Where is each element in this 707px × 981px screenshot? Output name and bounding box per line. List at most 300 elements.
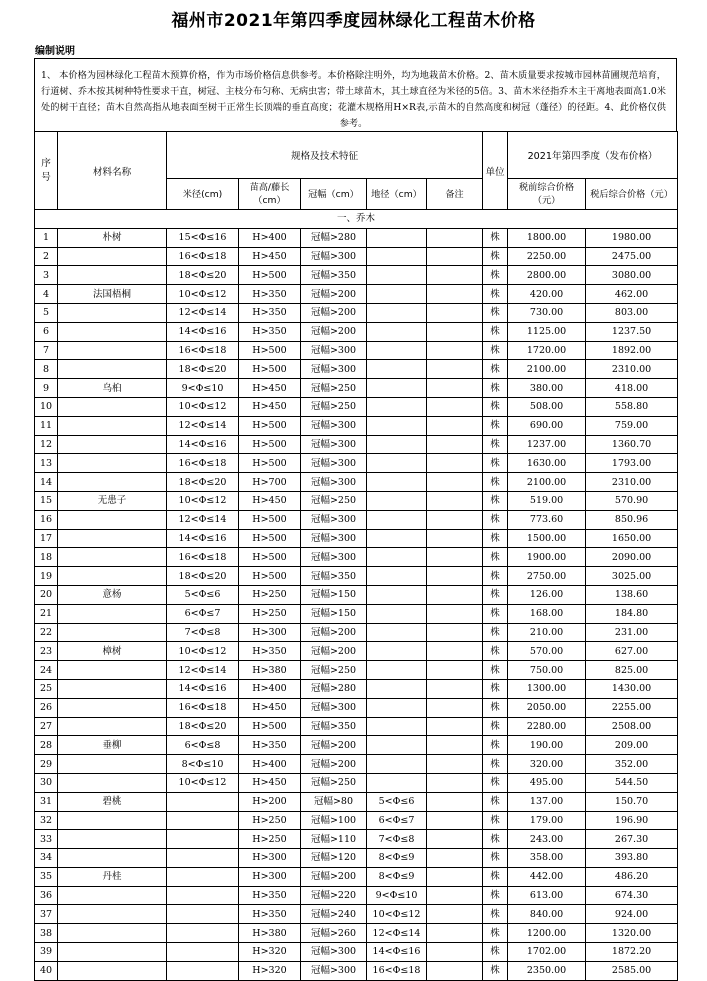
row-pretax: 2050.00 [508,698,586,717]
row-unit: 株 [483,473,508,492]
row-aftertax: 2310.00 [586,473,678,492]
row-height: H>250 [239,811,301,830]
row-ground [367,773,427,792]
row-crown: 冠幅>80 [301,792,367,811]
row-seq: 2 [35,247,58,266]
row-material [58,416,167,435]
row-crown: 冠幅>150 [301,604,367,623]
row-ground [367,473,427,492]
row-seq: 29 [35,755,58,774]
row-seq: 12 [35,435,58,454]
row-aftertax: 462.00 [586,285,678,304]
row-seq: 33 [35,830,58,849]
row-unit: 株 [483,303,508,322]
row-seq: 18 [35,548,58,567]
row-pretax: 210.00 [508,623,586,642]
row-height: H>320 [239,961,301,980]
row-aftertax: 1430.00 [586,679,678,698]
row-diameter: 18<Φ≤20 [167,717,239,736]
table-row [35,266,678,285]
row-unit: 株 [483,454,508,473]
table-row [35,416,678,435]
row-ground [367,322,427,341]
row-height: H>320 [239,943,301,962]
table-row [35,473,678,492]
table-row [35,322,678,341]
row-pretax: 1900.00 [508,548,586,567]
row-seq: 3 [35,266,58,285]
row-diameter: 16<Φ≤18 [167,454,239,473]
row-height: H>500 [239,717,301,736]
row-diameter [167,943,239,962]
row-unit: 株 [483,623,508,642]
row-aftertax: 209.00 [586,736,678,755]
row-diameter [167,830,239,849]
row-material [58,661,167,680]
row-aftertax: 3080.00 [586,266,678,285]
row-diameter: 8<Φ≤10 [167,755,239,774]
row-crown: 冠幅>300 [301,341,367,360]
row-unit: 株 [483,924,508,943]
row-pretax: 1630.00 [508,454,586,473]
row-remark [427,717,483,736]
row-crown: 冠幅>200 [301,642,367,661]
row-height: H>450 [239,698,301,717]
row-unit: 株 [483,529,508,548]
row-remark [427,792,483,811]
row-aftertax: 150.70 [586,792,678,811]
row-material [58,341,167,360]
notes-box [34,58,677,132]
row-pretax: 2800.00 [508,266,586,285]
row-pretax: 1125.00 [508,322,586,341]
row-unit: 株 [483,266,508,285]
row-ground: 14<Φ≤16 [367,943,427,962]
row-aftertax: 1237.50 [586,322,678,341]
row-material: 丹桂 [58,867,167,886]
table-row [35,491,678,510]
row-height: H>400 [239,228,301,247]
row-crown: 冠幅>300 [301,416,367,435]
row-height: H>700 [239,473,301,492]
row-pretax: 1720.00 [508,341,586,360]
section-label: 一、乔木 [35,210,678,229]
row-crown: 冠幅>300 [301,510,367,529]
row-diameter: 18<Φ≤20 [167,473,239,492]
row-material [58,548,167,567]
row-remark [427,623,483,642]
row-seq: 20 [35,585,58,604]
table-row [35,811,678,830]
row-diameter: 10<Φ≤12 [167,285,239,304]
row-pretax: 179.00 [508,811,586,830]
row-height: H>300 [239,867,301,886]
row-seq: 21 [35,604,58,623]
row-seq: 13 [35,454,58,473]
row-crown: 冠幅>280 [301,679,367,698]
row-ground [367,604,427,623]
row-pretax: 840.00 [508,905,586,924]
row-remark [427,905,483,924]
row-crown: 冠幅>300 [301,698,367,717]
row-crown: 冠幅>250 [301,491,367,510]
row-height: H>380 [239,924,301,943]
row-ground [367,266,427,285]
row-height: H>500 [239,548,301,567]
row-material [58,679,167,698]
row-remark [427,379,483,398]
row-unit: 株 [483,416,508,435]
row-aftertax: 558.80 [586,397,678,416]
row-crown: 冠幅>260 [301,924,367,943]
row-diameter: 16<Φ≤18 [167,341,239,360]
row-crown: 冠幅>200 [301,285,367,304]
row-ground [367,341,427,360]
row-height: H>300 [239,849,301,868]
row-ground [367,247,427,266]
row-diameter [167,886,239,905]
row-aftertax: 627.00 [586,642,678,661]
row-diameter: 14<Φ≤16 [167,679,239,698]
row-seq: 38 [35,924,58,943]
row-unit: 株 [483,773,508,792]
table-row [35,961,678,980]
row-unit: 株 [483,717,508,736]
row-crown: 冠幅>200 [301,867,367,886]
row-material [58,567,167,586]
row-diameter: 9<Φ≤10 [167,379,239,398]
row-unit: 株 [483,830,508,849]
row-seq: 37 [35,905,58,924]
row-unit: 株 [483,736,508,755]
row-ground [367,285,427,304]
row-material [58,397,167,416]
row-pretax: 137.00 [508,792,586,811]
row-pretax: 570.00 [508,642,586,661]
row-remark [427,341,483,360]
row-seq: 11 [35,416,58,435]
row-diameter [167,811,239,830]
row-crown: 冠幅>100 [301,811,367,830]
row-ground [367,736,427,755]
row-ground: 8<Φ≤9 [367,867,427,886]
table-row [35,548,678,567]
row-diameter: 10<Φ≤12 [167,642,239,661]
table-row [35,905,678,924]
row-ground [367,567,427,586]
row-crown: 冠幅>300 [301,247,367,266]
row-unit: 株 [483,491,508,510]
row-unit: 株 [483,755,508,774]
row-crown: 冠幅>200 [301,736,367,755]
row-material [58,360,167,379]
table-row [35,285,678,304]
row-seq: 36 [35,886,58,905]
row-crown: 冠幅>200 [301,755,367,774]
table-row [35,679,678,698]
row-pretax: 1237.00 [508,435,586,454]
table-row [35,623,678,642]
row-diameter: 10<Φ≤12 [167,773,239,792]
row-crown: 冠幅>200 [301,322,367,341]
row-pretax: 495.00 [508,773,586,792]
row-ground: 9<Φ≤10 [367,886,427,905]
row-unit: 株 [483,642,508,661]
row-aftertax: 674.30 [586,886,678,905]
row-ground [367,717,427,736]
table-row [35,849,678,868]
row-material [58,322,167,341]
row-height: H>450 [239,247,301,266]
header-seq: 序号 [35,132,58,210]
table-row [35,228,678,247]
row-unit: 株 [483,849,508,868]
row-aftertax: 1650.00 [586,529,678,548]
row-height: H>500 [239,510,301,529]
header-ground: 地径（cm） [367,179,427,210]
row-diameter: 10<Φ≤12 [167,491,239,510]
row-remark [427,585,483,604]
table-row [35,360,678,379]
table-row [35,886,678,905]
row-unit: 株 [483,886,508,905]
row-unit: 株 [483,322,508,341]
row-crown: 冠幅>250 [301,379,367,398]
row-unit: 株 [483,905,508,924]
row-crown: 冠幅>350 [301,567,367,586]
row-unit: 株 [483,567,508,586]
row-ground [367,698,427,717]
row-remark [427,642,483,661]
row-diameter: 18<Φ≤20 [167,266,239,285]
row-remark [427,604,483,623]
row-aftertax: 486.20 [586,867,678,886]
row-diameter [167,867,239,886]
row-crown: 冠幅>280 [301,228,367,247]
row-unit: 株 [483,510,508,529]
row-crown: 冠幅>240 [301,905,367,924]
row-height: H>500 [239,266,301,285]
row-crown: 冠幅>300 [301,435,367,454]
table-row [35,773,678,792]
row-aftertax: 138.60 [586,585,678,604]
row-seq: 35 [35,867,58,886]
row-ground [367,755,427,774]
row-pretax: 1500.00 [508,529,586,548]
row-ground: 6<Φ≤7 [367,811,427,830]
row-pretax: 168.00 [508,604,586,623]
row-height: H>350 [239,642,301,661]
row-crown: 冠幅>150 [301,585,367,604]
row-unit: 株 [483,943,508,962]
row-material [58,943,167,962]
row-remark [427,285,483,304]
section-subtitle: 编制说明 [35,46,75,57]
row-material: 乌桕 [58,379,167,398]
row-ground [367,510,427,529]
row-height: H>450 [239,379,301,398]
row-material [58,303,167,322]
row-remark [427,247,483,266]
row-aftertax: 3025.00 [586,567,678,586]
row-seq: 16 [35,510,58,529]
row-crown: 冠幅>350 [301,717,367,736]
row-material: 碧桃 [58,792,167,811]
row-ground [367,360,427,379]
row-diameter: 12<Φ≤14 [167,510,239,529]
row-seq: 1 [35,228,58,247]
row-diameter [167,905,239,924]
row-pretax: 773.60 [508,510,586,529]
table-row [35,792,678,811]
row-aftertax: 570.90 [586,491,678,510]
row-remark [427,548,483,567]
header-pretax: 税前综合价格（元） [508,179,586,210]
row-height: H>450 [239,397,301,416]
row-height: H>500 [239,341,301,360]
row-aftertax: 1360.70 [586,435,678,454]
row-seq: 23 [35,642,58,661]
row-crown: 冠幅>300 [301,360,367,379]
row-diameter: 14<Φ≤16 [167,322,239,341]
row-seq: 30 [35,773,58,792]
row-material [58,886,167,905]
row-pretax: 2750.00 [508,567,586,586]
row-seq: 34 [35,849,58,868]
row-seq: 5 [35,303,58,322]
row-height: H>500 [239,567,301,586]
row-pretax: 2100.00 [508,360,586,379]
row-material [58,247,167,266]
row-ground: 16<Φ≤18 [367,961,427,980]
row-aftertax: 2255.00 [586,698,678,717]
header-remark: 备注 [427,179,483,210]
row-aftertax: 352.00 [586,755,678,774]
row-remark [427,567,483,586]
row-diameter: 18<Φ≤20 [167,360,239,379]
row-diameter: 14<Φ≤16 [167,435,239,454]
row-pretax: 1800.00 [508,228,586,247]
row-material: 樟树 [58,642,167,661]
row-seq: 25 [35,679,58,698]
row-remark [427,773,483,792]
table-row [35,642,678,661]
row-remark [427,961,483,980]
table-row [35,736,678,755]
row-material [58,830,167,849]
row-material [58,623,167,642]
row-unit: 株 [483,661,508,680]
row-aftertax: 393.80 [586,849,678,868]
row-unit: 株 [483,397,508,416]
row-ground: 5<Φ≤6 [367,792,427,811]
table-row [35,379,678,398]
row-ground: 12<Φ≤14 [367,924,427,943]
row-material: 无患子 [58,491,167,510]
row-material [58,435,167,454]
row-diameter: 7<Φ≤8 [167,623,239,642]
row-material: 垂柳 [58,736,167,755]
row-ground [367,529,427,548]
row-material [58,811,167,830]
row-ground [367,661,427,680]
row-aftertax: 2508.00 [586,717,678,736]
row-unit: 株 [483,698,508,717]
row-crown: 冠幅>250 [301,397,367,416]
row-remark [427,303,483,322]
row-unit: 株 [483,679,508,698]
row-diameter: 16<Φ≤18 [167,548,239,567]
row-seq: 19 [35,567,58,586]
table-row [35,435,678,454]
row-material [58,604,167,623]
row-diameter: 15<Φ≤16 [167,228,239,247]
header-period: 2021年第四季度（发布价格） [508,132,678,179]
row-unit: 株 [483,341,508,360]
row-height: H>400 [239,755,301,774]
row-crown: 冠幅>220 [301,886,367,905]
row-remark [427,473,483,492]
row-unit: 株 [483,604,508,623]
row-unit: 株 [483,247,508,266]
table-row [35,698,678,717]
row-material: 朴树 [58,228,167,247]
row-crown: 冠幅>250 [301,661,367,680]
row-aftertax: 267.30 [586,830,678,849]
row-material [58,510,167,529]
row-aftertax: 924.00 [586,905,678,924]
row-crown: 冠幅>300 [301,454,367,473]
row-diameter: 12<Φ≤14 [167,661,239,680]
row-remark [427,943,483,962]
row-material [58,773,167,792]
row-material [58,849,167,868]
row-height: H>500 [239,416,301,435]
row-height: H>350 [239,886,301,905]
row-pretax: 442.00 [508,867,586,886]
row-diameter [167,792,239,811]
row-height: H>350 [239,905,301,924]
row-height: H>450 [239,773,301,792]
table-row [35,755,678,774]
table-row [35,867,678,886]
table-row [35,604,678,623]
row-remark [427,322,483,341]
table-row [35,661,678,680]
row-diameter: 18<Φ≤20 [167,567,239,586]
row-pretax: 2250.00 [508,247,586,266]
row-diameter: 12<Φ≤14 [167,416,239,435]
row-diameter: 12<Φ≤14 [167,303,239,322]
row-crown: 冠幅>250 [301,773,367,792]
table-row [35,510,678,529]
row-ground: 10<Φ≤12 [367,905,427,924]
row-material: 法国梧桐 [58,285,167,304]
row-diameter [167,849,239,868]
row-unit: 株 [483,435,508,454]
row-seq: 15 [35,491,58,510]
row-aftertax: 759.00 [586,416,678,435]
row-seq: 32 [35,811,58,830]
row-pretax: 750.00 [508,661,586,680]
row-pretax: 690.00 [508,416,586,435]
row-crown: 冠幅>110 [301,830,367,849]
row-ground [367,303,427,322]
row-pretax: 519.00 [508,491,586,510]
row-height: H>250 [239,585,301,604]
row-aftertax: 1872.20 [586,943,678,962]
row-pretax: 380.00 [508,379,586,398]
